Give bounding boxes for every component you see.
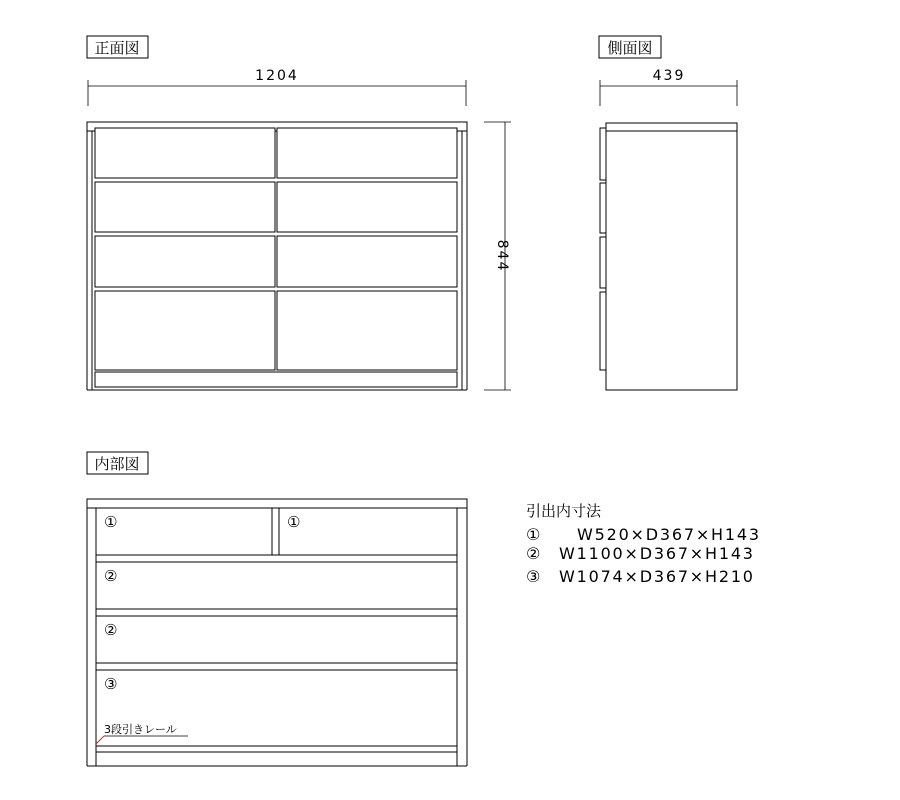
interior-view-title: 内部図 <box>94 455 140 473</box>
side-view-title: 側面図 <box>607 39 653 57</box>
interior-drawer-1-right <box>279 508 457 555</box>
drawer-inner-dimensions <box>526 502 761 586</box>
side-depth-dimension <box>600 68 737 106</box>
interior-drawer-3 <box>96 616 457 663</box>
rail-note: 3段引きレール <box>104 723 177 736</box>
interior-drawer-1-left-mark: ① <box>104 513 118 531</box>
front-base-board <box>95 372 457 387</box>
front-drawer-2-left <box>95 182 275 232</box>
inner-dims-row-1-value: W520×D367×H143 <box>577 525 761 544</box>
inner-dims-heading: 引出内寸法 <box>526 502 602 520</box>
front-height-dimension <box>484 122 511 390</box>
side-top-board <box>606 123 737 131</box>
side-drawer-edge-1 <box>600 128 606 180</box>
interior-drawer-4-mark: ③ <box>104 675 118 693</box>
side-drawer-edge-4 <box>600 292 606 370</box>
front-height-label: 844 <box>494 239 510 273</box>
front-drawer-4-right <box>277 291 457 370</box>
inner-dims-row-3-value: W1074×D367×H210 <box>559 567 755 586</box>
front-drawer-1-right <box>277 128 457 178</box>
front-drawer-2-right <box>277 182 457 232</box>
interior-drawer-2 <box>96 562 457 609</box>
front-width-label: 1204 <box>255 68 299 84</box>
interior-drawer-2-mark: ② <box>104 567 118 585</box>
side-drawer-edge-3 <box>600 237 606 288</box>
interior-top-board <box>87 499 467 508</box>
front-drawer-1-left <box>95 128 275 178</box>
side-view <box>599 36 737 390</box>
interior-drawer-3-mark: ② <box>104 621 118 639</box>
inner-dims-row-2-mark: ② <box>526 544 541 563</box>
inner-dims-row-1-mark: ① <box>526 525 541 544</box>
side-body <box>606 131 737 390</box>
front-drawer-3-right <box>277 236 457 287</box>
interior-drawer-1-right-mark: ① <box>287 513 301 531</box>
front-view-title: 正面図 <box>94 39 140 57</box>
interior-view <box>87 452 467 766</box>
front-drawer-4-left <box>95 291 275 370</box>
side-depth-label: 439 <box>652 68 686 84</box>
inner-dims-row-2-value: W1100×D367×H143 <box>559 544 755 563</box>
front-view <box>87 36 511 390</box>
front-width-dimension <box>88 68 466 106</box>
interior-drawer-1-left <box>96 508 272 555</box>
side-drawer-edge-2 <box>600 183 606 233</box>
inner-dims-row-3-mark: ③ <box>526 567 541 586</box>
front-drawer-3-left <box>95 236 275 287</box>
